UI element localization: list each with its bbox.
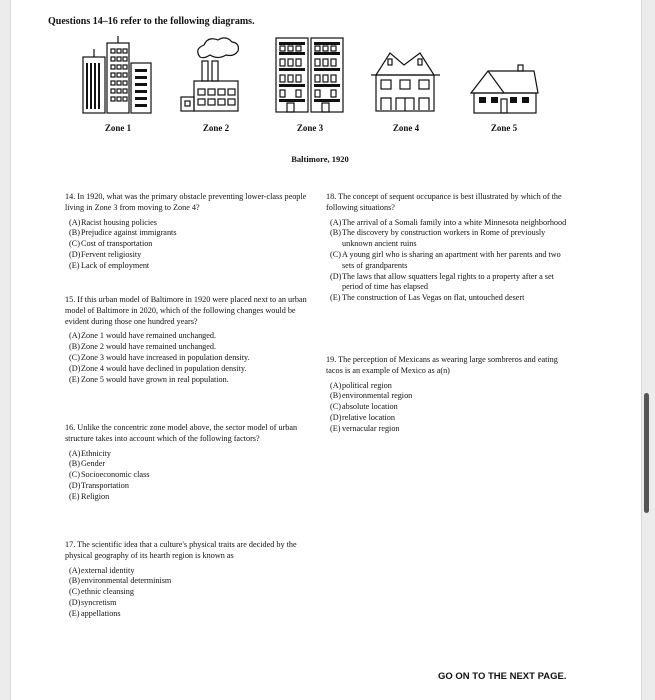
answer-option[interactable] xyxy=(65,566,309,577)
option-text: Zone 3 would have increased in population density. xyxy=(81,352,250,362)
question-stem: 16. Unlike the concentric zone model above, the sector model of urban structure takes into account which of the following factors? xyxy=(65,423,298,443)
option-text: The discovery by construction workers in Rome of previously unknown ancient ruins xyxy=(342,228,546,249)
option-text: Zone 1 would have remained unchanged. xyxy=(81,331,217,341)
option-letter: (E) xyxy=(69,491,80,501)
option-text: Gender xyxy=(81,459,106,469)
answer-option[interactable] xyxy=(65,250,309,261)
option-text: A young girl who is sharing an apartment with her parents and two sets of grandparents xyxy=(342,249,561,270)
question-15 xyxy=(65,295,309,385)
section-header: Questions 14–16 refer to the following diagrams. xyxy=(48,16,255,27)
option-text: Religion xyxy=(81,491,110,501)
answer-option[interactable] xyxy=(326,250,568,272)
question-16 xyxy=(65,423,309,503)
option-letter: (D) xyxy=(69,597,81,607)
answer-option[interactable] xyxy=(326,424,568,435)
question-stem: 14. In 1920, what was the primary obstacle preventing lower-class people living in Zone 3 from moving to Zone 4? xyxy=(65,192,307,212)
zone-4-large-house-icon xyxy=(368,35,443,115)
question-stem: 15. If this urban model of Baltimore in 1920 were placed next to an urban model of Baltimore in 2020, which of the following changes would be evident during those one hundred years? xyxy=(65,295,307,326)
option-letter: (E) xyxy=(69,608,80,618)
answer-option[interactable] xyxy=(326,228,568,250)
question-14 xyxy=(65,192,309,272)
option-letter: (A) xyxy=(69,331,81,341)
question-stem: 17. The scientific idea that a culture's physical traits are decided by the physical geography of its hearth region is known as xyxy=(65,540,297,560)
option-letter: (D) xyxy=(69,363,81,373)
option-letter: (A) xyxy=(330,217,342,227)
option-letter: (D) xyxy=(69,480,81,490)
option-letter: (B) xyxy=(69,576,80,586)
answer-option[interactable] xyxy=(65,449,309,460)
option-letter: (E) xyxy=(69,374,80,384)
option-letter: (E) xyxy=(330,293,341,303)
answer-option[interactable] xyxy=(326,218,568,229)
option-text: syncretism xyxy=(81,597,117,607)
option-text: appellations xyxy=(81,608,121,618)
option-letter: (D) xyxy=(330,271,342,281)
zone-4-label: Zone 4 xyxy=(392,123,420,133)
option-letter: (B) xyxy=(330,228,341,238)
option-letter: (C) xyxy=(69,352,80,362)
option-text: Lack of employment xyxy=(81,260,150,270)
option-letter: (C) xyxy=(69,239,80,249)
answer-option[interactable] xyxy=(65,364,309,375)
option-letter: (C) xyxy=(69,587,80,597)
option-text: ethnic cleansing xyxy=(81,587,134,597)
option-text: vernacular region xyxy=(342,423,400,433)
option-letter: (B) xyxy=(69,342,80,352)
answer-option[interactable] xyxy=(65,261,309,272)
zone-1-label: Zone 1 xyxy=(104,123,132,133)
diagram-caption: Baltimore, 1920 xyxy=(291,154,349,164)
option-letter: (A) xyxy=(330,380,342,390)
zone-3-row-houses-icon xyxy=(273,35,348,115)
answer-option[interactable] xyxy=(326,293,568,304)
answer-option[interactable] xyxy=(326,391,568,402)
option-letter: (E) xyxy=(330,423,341,433)
option-text: The construction of Las Vegas on flat, untouched desert xyxy=(342,293,525,303)
option-text: Cost of transportation xyxy=(81,239,153,249)
option-text: The arrival of a Somali family into a white Minnesota neighborhood xyxy=(342,217,567,227)
answer-option[interactable] xyxy=(65,353,309,364)
option-text: environmental region xyxy=(342,391,413,401)
question-stem: 19. The perception of Mexicans as wearing large sombreros and eating tacos is an example of Mexico as a(n) xyxy=(326,355,558,375)
option-letter: (D) xyxy=(69,249,81,259)
option-text: Ethnicity xyxy=(81,448,112,458)
answer-option[interactable] xyxy=(65,576,309,587)
question-stem: 18. The concept of sequent occupance is best illustrated by which of the following situations? xyxy=(326,192,562,212)
answer-option[interactable] xyxy=(65,375,309,386)
option-text: environmental determinism xyxy=(81,576,172,586)
next-page-footer: GO ON TO THE NEXT PAGE. xyxy=(438,671,567,682)
zone-1-skyscrapers-icon xyxy=(80,35,155,115)
answer-option[interactable] xyxy=(65,331,309,342)
zone-5-label: Zone 5 xyxy=(490,123,518,133)
zone-2-factory-icon xyxy=(178,35,253,115)
answer-option[interactable] xyxy=(65,598,309,609)
option-text: Socioeconomic class xyxy=(81,470,150,480)
answer-option[interactable] xyxy=(326,413,568,424)
option-letter: (E) xyxy=(69,260,80,270)
option-text: Racist housing policies xyxy=(81,217,157,227)
option-letter: (B) xyxy=(69,459,80,469)
option-letter: (B) xyxy=(69,228,80,238)
zone-3-label: Zone 3 xyxy=(296,123,324,133)
zone-2-label: Zone 2 xyxy=(202,123,230,133)
option-letter: (C) xyxy=(69,470,80,480)
answer-option[interactable] xyxy=(326,402,568,413)
answer-option[interactable] xyxy=(65,470,309,481)
zone-5-suburban-house-icon xyxy=(466,35,541,115)
option-text: Prejudice against immigrants xyxy=(81,228,177,238)
answer-option[interactable] xyxy=(65,481,309,492)
option-text: relative location xyxy=(342,412,395,422)
option-letter: (A) xyxy=(69,448,81,458)
answer-option[interactable] xyxy=(65,492,309,503)
answer-option[interactable] xyxy=(65,342,309,353)
answer-option[interactable] xyxy=(326,272,568,294)
answer-option[interactable] xyxy=(65,239,309,250)
option-text: Fervent religiosity xyxy=(81,249,142,259)
question-18 xyxy=(326,192,568,304)
option-letter: (B) xyxy=(330,391,341,401)
answer-option[interactable] xyxy=(65,587,309,598)
option-letter: (C) xyxy=(330,249,341,259)
answer-option[interactable] xyxy=(65,459,309,470)
answer-option[interactable] xyxy=(65,228,309,239)
option-text: Zone 5 would have grown in real population. xyxy=(81,374,229,384)
option-text: political region xyxy=(342,380,392,390)
option-text: Transportation xyxy=(81,480,129,490)
answer-option[interactable] xyxy=(326,381,568,392)
question-17 xyxy=(65,540,309,620)
option-letter: (C) xyxy=(330,402,341,412)
option-text: Zone 4 would have declined in population density. xyxy=(81,363,247,373)
option-letter: (D) xyxy=(330,412,342,422)
answer-option[interactable] xyxy=(65,218,309,229)
option-letter: (A) xyxy=(69,217,81,227)
scrollbar[interactable] xyxy=(644,393,649,513)
option-text: absolute location xyxy=(342,402,398,412)
question-19 xyxy=(326,355,568,435)
option-text: The laws that allow squatters legal rights to a property after a set period of time has elapsed xyxy=(342,271,554,292)
option-text: Zone 2 would have remained unchanged. xyxy=(81,342,217,352)
option-letter: (A) xyxy=(69,565,81,575)
answer-option[interactable] xyxy=(65,609,309,620)
option-text: external identity xyxy=(81,565,135,575)
